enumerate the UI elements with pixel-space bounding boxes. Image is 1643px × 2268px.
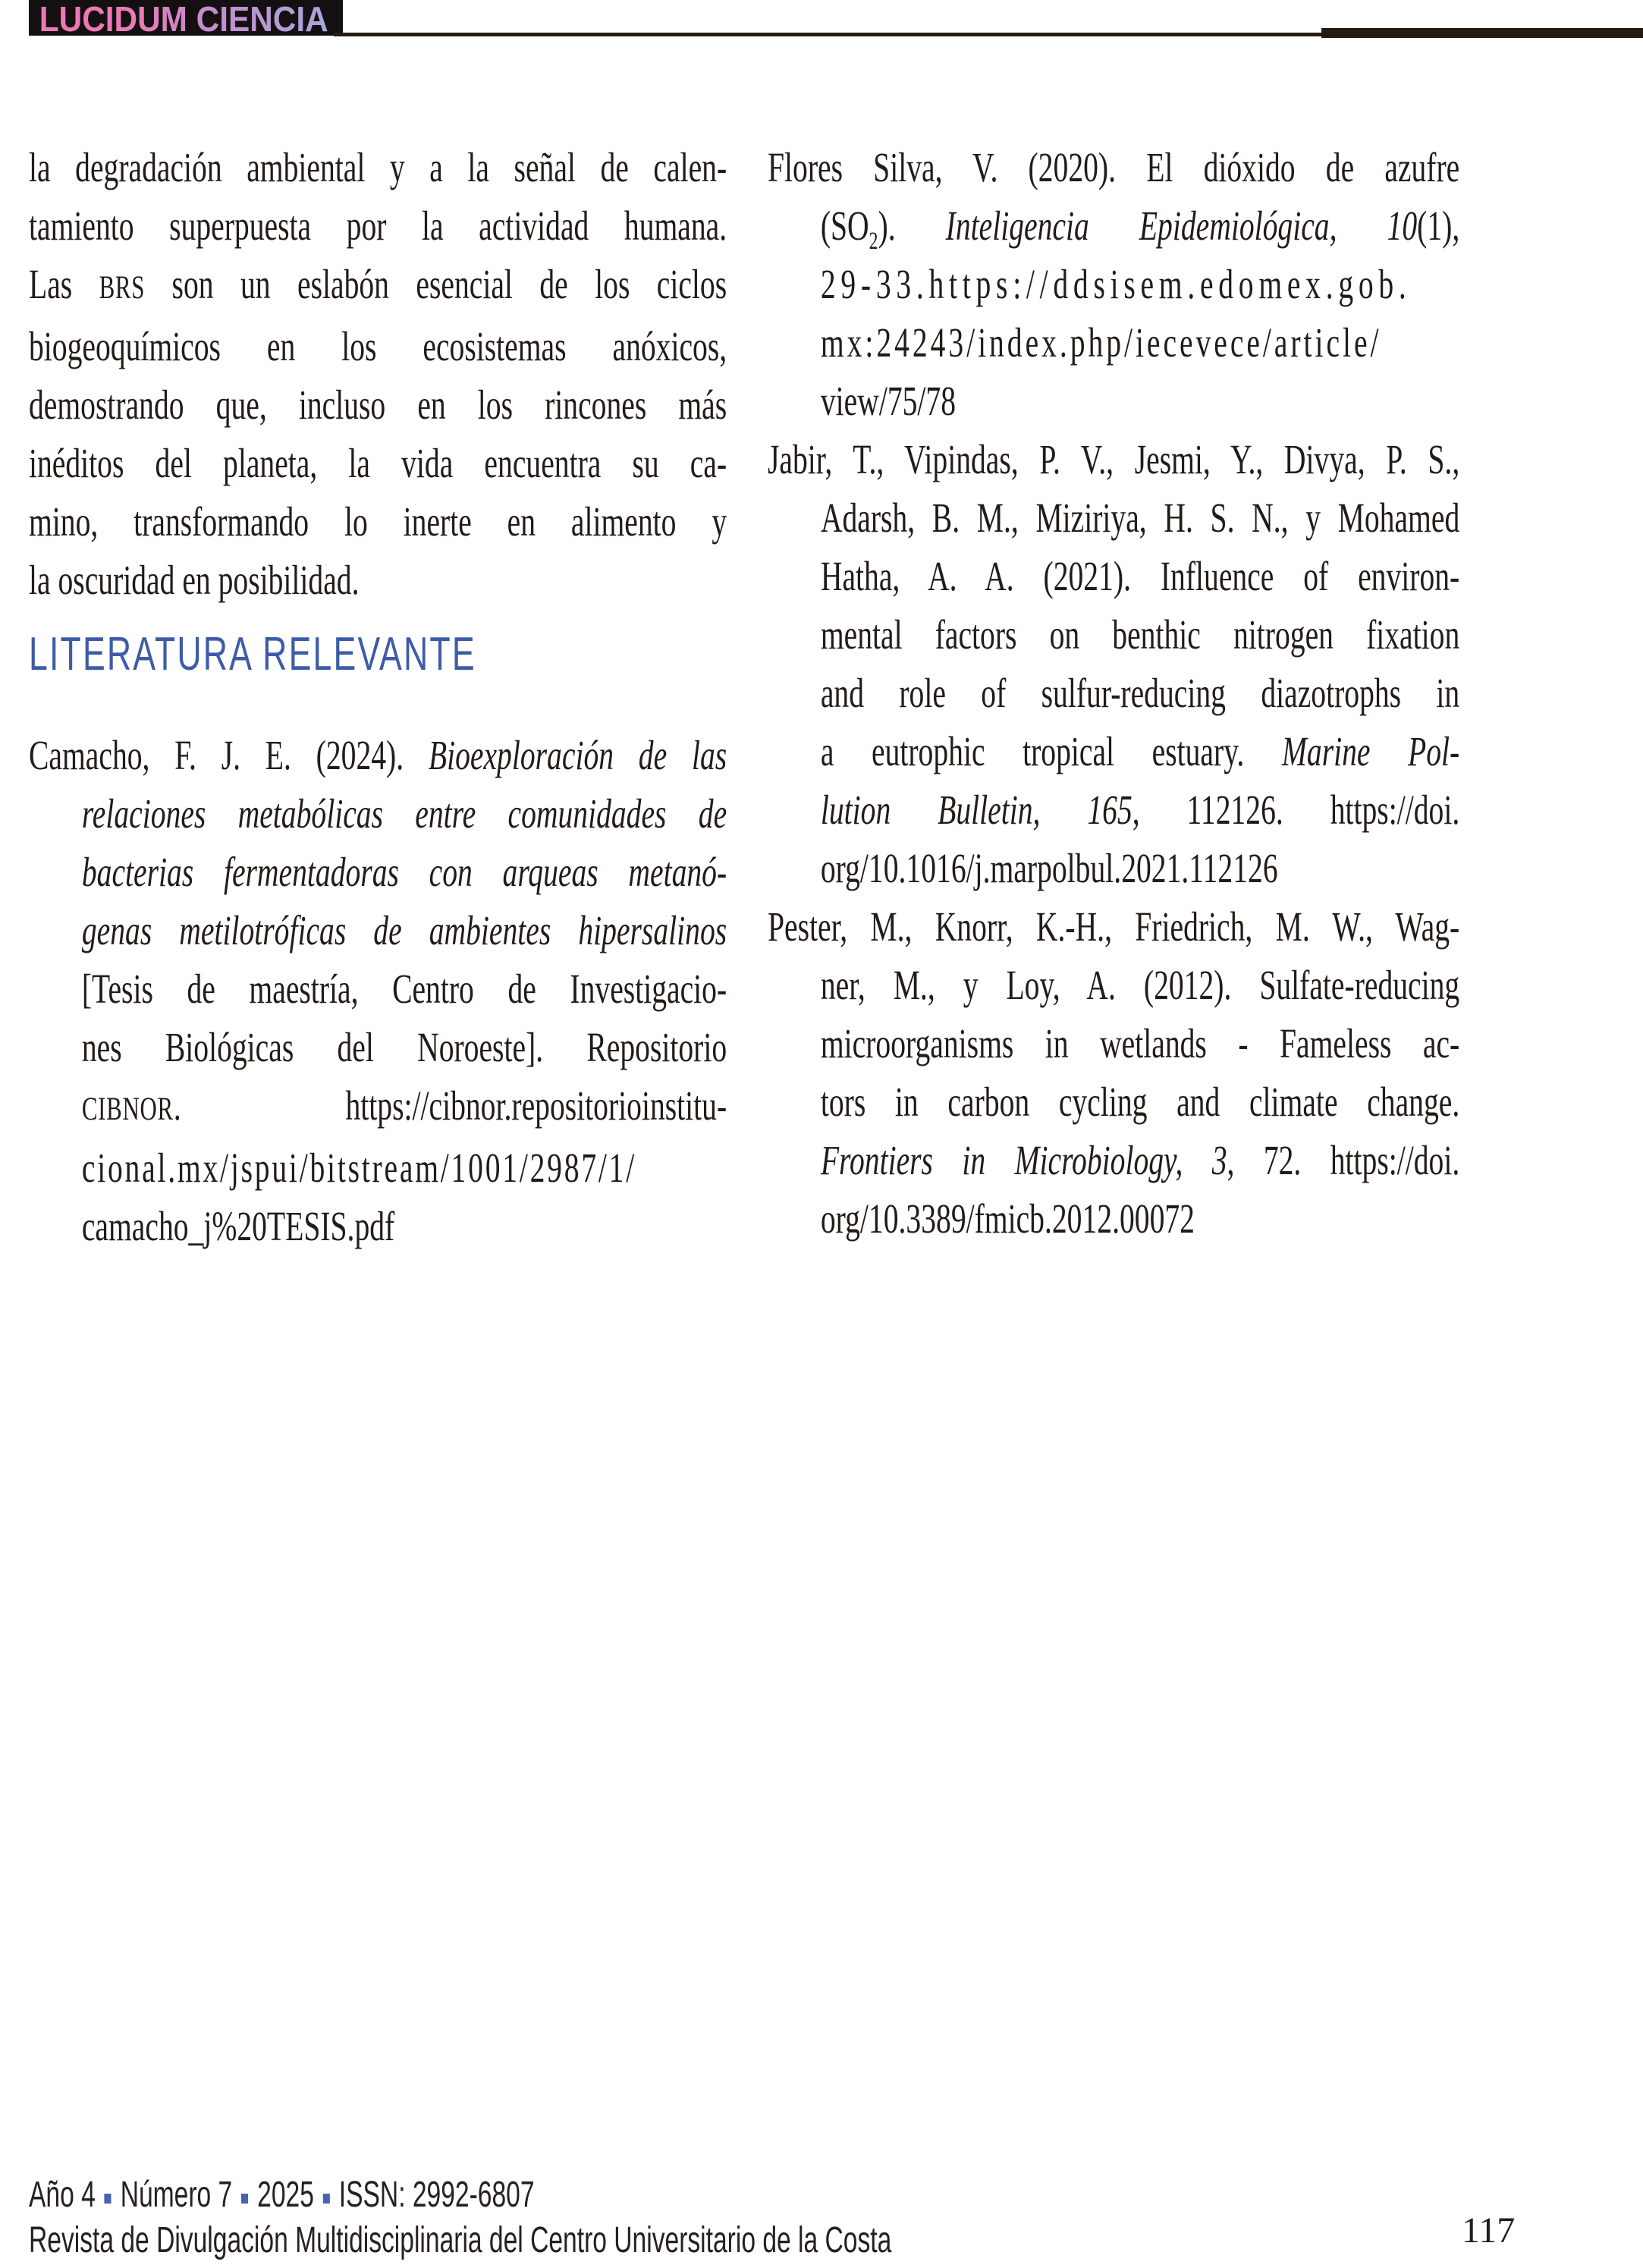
text-segment: camacho_j%20TESIS.pdf [81, 1203, 395, 1249]
text-segment: cional.mx/jspui/bitstream/1001/2987/1/ [81, 1145, 637, 1191]
left-column [29, 138, 727, 1255]
text-segment: view/75/78 [820, 378, 957, 424]
text-segment: Hatha, A. A. (2021). Influence of environ- [820, 553, 1460, 599]
smallcaps-text: BRS [99, 270, 146, 306]
text-segment: Las [29, 261, 99, 307]
text-line [29, 551, 727, 609]
italic-text: bacterias fermentadoras con arqueas metanó- [81, 849, 727, 895]
text-line [768, 722, 1459, 781]
text-line [29, 1139, 727, 1197]
journal-logo-box [29, 0, 343, 39]
text-segment: [Tesis de maestría, Centro de Investigacio- [81, 966, 727, 1012]
smallcaps-text: CIBNOR [81, 1092, 174, 1127]
text-line [29, 843, 727, 901]
text-segment: Flores Silva, V. (2020). El dióxido de azufre [768, 144, 1460, 190]
issue-number: Número 7 [120, 2175, 233, 2215]
text-segment: ner, M., y Loy, A. (2012). Sulfate-reducing [820, 962, 1460, 1008]
text-line [768, 897, 1459, 956]
text-line [768, 313, 1459, 372]
text-segment: org/10.1016/j.marpolbul.2021.112126 [820, 845, 1278, 891]
text-line [768, 839, 1459, 897]
text-line [768, 956, 1459, 1014]
text-segment: mino, transformando lo inerte en alimento y [29, 498, 727, 545]
text-line [29, 492, 727, 551]
text-line [768, 1073, 1459, 1131]
left-column-content [29, 138, 727, 1255]
text-segment: Jabir, T., Vipindas, P. V., Jesmi, Y., Divya, P. S., [768, 436, 1460, 482]
text-segment: Camacho, F. J. E. (2024). [29, 732, 429, 778]
body-paragraph [29, 138, 727, 609]
text-line [29, 196, 727, 255]
page-number: 117 [1462, 2210, 1516, 2251]
issn-label: ISSN: 2992-6807 [338, 2175, 535, 2215]
text-segment: Pester, M., Knorr, K.-H., Friedrich, M. W., Wag- [768, 903, 1460, 950]
text-line [768, 138, 1459, 196]
issue-date: 2025 [257, 2175, 314, 2215]
square-separator-icon [323, 2194, 330, 2204]
italic-text: Marine Pol- [1281, 728, 1460, 774]
text-line [768, 1014, 1459, 1073]
text-line [29, 138, 727, 196]
text-segment: , 112126. https://doi. [1132, 787, 1460, 833]
text-segment: a eutrophic tropical estuary. [820, 728, 1282, 774]
page-number-divider [1434, 2200, 1437, 2260]
text-segment: demostrando que, incluso en los rincones más [29, 382, 727, 428]
reference-entry [29, 726, 727, 1255]
italic-text: Inteligencia Epidemiológica, 10 [945, 203, 1418, 249]
text-segment: and role of sulfur-reducing diazotrophs in [820, 670, 1460, 716]
text-line [29, 960, 727, 1018]
text-line [29, 901, 727, 960]
text-line [29, 726, 727, 784]
text-segment: la oscuridad en posibilidad. [29, 557, 360, 603]
footer-text-block [29, 2172, 974, 2263]
text-line [29, 1018, 727, 1076]
text-segment: nes Biológicas del Noroeste]. Repositorio [81, 1024, 727, 1070]
text-segment: Adarsh, B. M., Miziriya, H. S. N., y Mohamed [820, 495, 1460, 541]
text-line [768, 547, 1459, 605]
reference-entry [768, 138, 1459, 430]
header-rule-thin [334, 33, 1321, 36]
text-segment: inéditos del planeta, la vida encuentra su ca- [29, 440, 727, 486]
subscript-text: 2 [869, 228, 878, 255]
text-line [768, 430, 1459, 488]
italic-text: Bioexploración de las [428, 732, 727, 778]
text-line [29, 375, 727, 434]
text-segment: mental factors on benthic nitrogen fixation [820, 611, 1460, 658]
section-heading: LITERATURA RELEVANTE [29, 628, 476, 680]
text-segment: tamiento superpuesta por la actividad humana. [29, 203, 727, 249]
text-segment: mx:24243/index.php/iecevece/article/ [820, 319, 1382, 366]
issue-year: Año 4 [29, 2175, 96, 2215]
text-segment: , 72. https://doi. [1227, 1137, 1460, 1183]
text-line [768, 196, 1459, 255]
text-line [768, 781, 1459, 839]
text-line [768, 1189, 1459, 1248]
text-line [768, 605, 1459, 664]
text-line [29, 1197, 727, 1255]
reference-entry [768, 897, 1459, 1248]
header-rule-thick [1321, 28, 1643, 38]
text-segment: org/10.3389/fmicb.2012.00072 [820, 1195, 1195, 1242]
text-line [29, 784, 727, 843]
italic-text: genas metilotróficas de ambientes hipersalinos [81, 907, 727, 953]
page-number-group [1434, 2198, 1515, 2262]
text-segment: (SO [820, 203, 869, 249]
right-column-content [768, 138, 1459, 1248]
italic-text: relaciones metabólicas entre comunidades de [81, 790, 727, 837]
text-line [29, 255, 727, 317]
italic-text: Frontiers in Microbiology, 3 [820, 1137, 1227, 1183]
text-segment: 29-33.https://ddsisem.edomex.gob. [820, 261, 1412, 307]
text-line [768, 372, 1459, 430]
reference-entry [768, 430, 1459, 897]
square-separator-icon [105, 2194, 112, 2204]
text-line [768, 488, 1459, 547]
text-line [29, 434, 727, 492]
text-segment: (1), [1417, 203, 1460, 249]
text-line [768, 664, 1459, 722]
italic-text: lution Bulletin, 165 [820, 787, 1133, 833]
text-line [29, 1076, 727, 1139]
text-segment: biogeoquímicos en los ecosistemas anóxicos, [29, 323, 727, 369]
journal-name-line: Revista de Divulgación Multidisciplinaria del Centro Universitario de la Costa [29, 2220, 892, 2260]
issue-info-line [29, 2172, 974, 2218]
square-separator-icon [241, 2194, 248, 2204]
text-segment: la degradación ambiental y a la señal de calen- [29, 144, 727, 190]
text-line [768, 255, 1459, 313]
text-line [768, 1131, 1459, 1189]
text-segment: tors in carbon cycling and climate change. [820, 1079, 1460, 1125]
text-segment: son un eslabón esencial de los ciclos [145, 261, 727, 307]
text-line [29, 317, 727, 375]
text-segment: . https://cibnor.repositorioinstitu- [173, 1082, 727, 1129]
text-segment: ). [878, 203, 946, 249]
text-segment: microorganisms in wetlands - Fameless ac- [820, 1020, 1460, 1066]
right-column [768, 138, 1459, 1248]
journal-logo-text: LUCIDUM CIENCIA [29, 0, 328, 38]
